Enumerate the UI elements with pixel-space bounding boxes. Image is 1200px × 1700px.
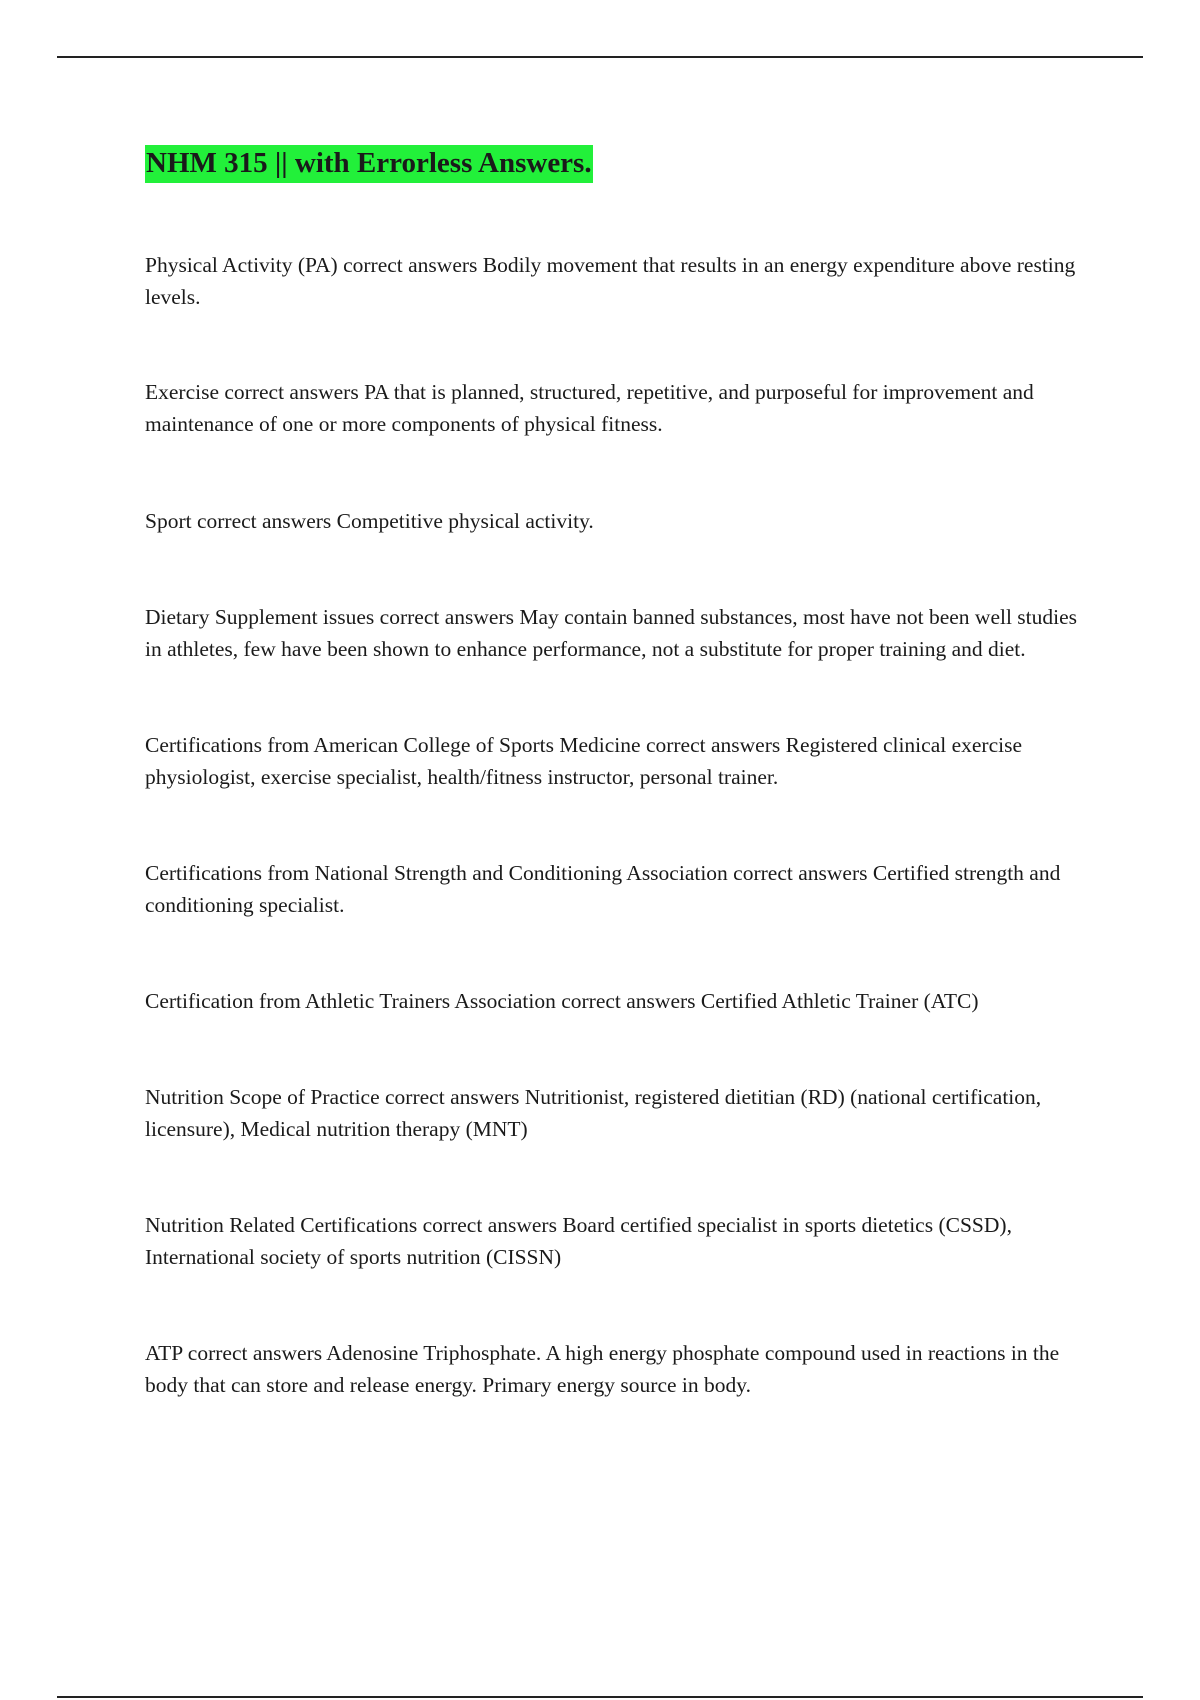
qa-entry: Nutrition Scope of Practice correct answers Nutritionist, registered dietitian (RD) (national certification, licensure), Medical nutrition therapy (MNT)	[145, 1084, 1042, 1141]
header-rule	[57, 56, 1143, 58]
qa-entry: Sport correct answers Competitive physical activity.	[145, 508, 594, 533]
qa-entry: Certifications from American College of Sports Medicine correct answers Registered clinical exercise physiologist, exercise specialist, health/fitness instructor, personal trainer.	[145, 732, 1023, 789]
qa-entry: ATP correct answers Adenosine Triphosphate. A high energy phosphate compound used in reactions in the body that can store and release energy. Primary energy source in body.	[145, 1340, 1060, 1397]
document-title: NHM 315 || with Errorless Answers.	[145, 145, 593, 183]
qa-entry: Physical Activity (PA) correct answers Bodily movement that results in an energy expenditure above resting levels.	[145, 252, 1076, 309]
qa-entry: Nutrition Related Certifications correct answers Board certified specialist in sports dietetics (CSSD), International society of sports nutrition (CISSN)	[145, 1212, 1012, 1269]
footer-rule	[57, 1696, 1143, 1698]
document-body	[145, 145, 1085, 1401]
qa-list	[145, 249, 1085, 1401]
qa-entry: Exercise correct answers PA that is planned, structured, repetitive, and purposeful for improvement and maintenance of one or more components of physical fitness.	[145, 379, 1034, 436]
qa-entry: Certification from Athletic Trainers Association correct answers Certified Athletic Trainer (ATC)	[145, 988, 979, 1013]
qa-entry: Certifications from National Strength and Conditioning Association correct answers Certified strength and conditioning specialist.	[145, 860, 1061, 917]
qa-entry: Dietary Supplement issues correct answers May contain banned substances, most have not been well studies in athletes, few have been shown to enhance performance, not a substitute for proper training and diet.	[145, 604, 1078, 661]
